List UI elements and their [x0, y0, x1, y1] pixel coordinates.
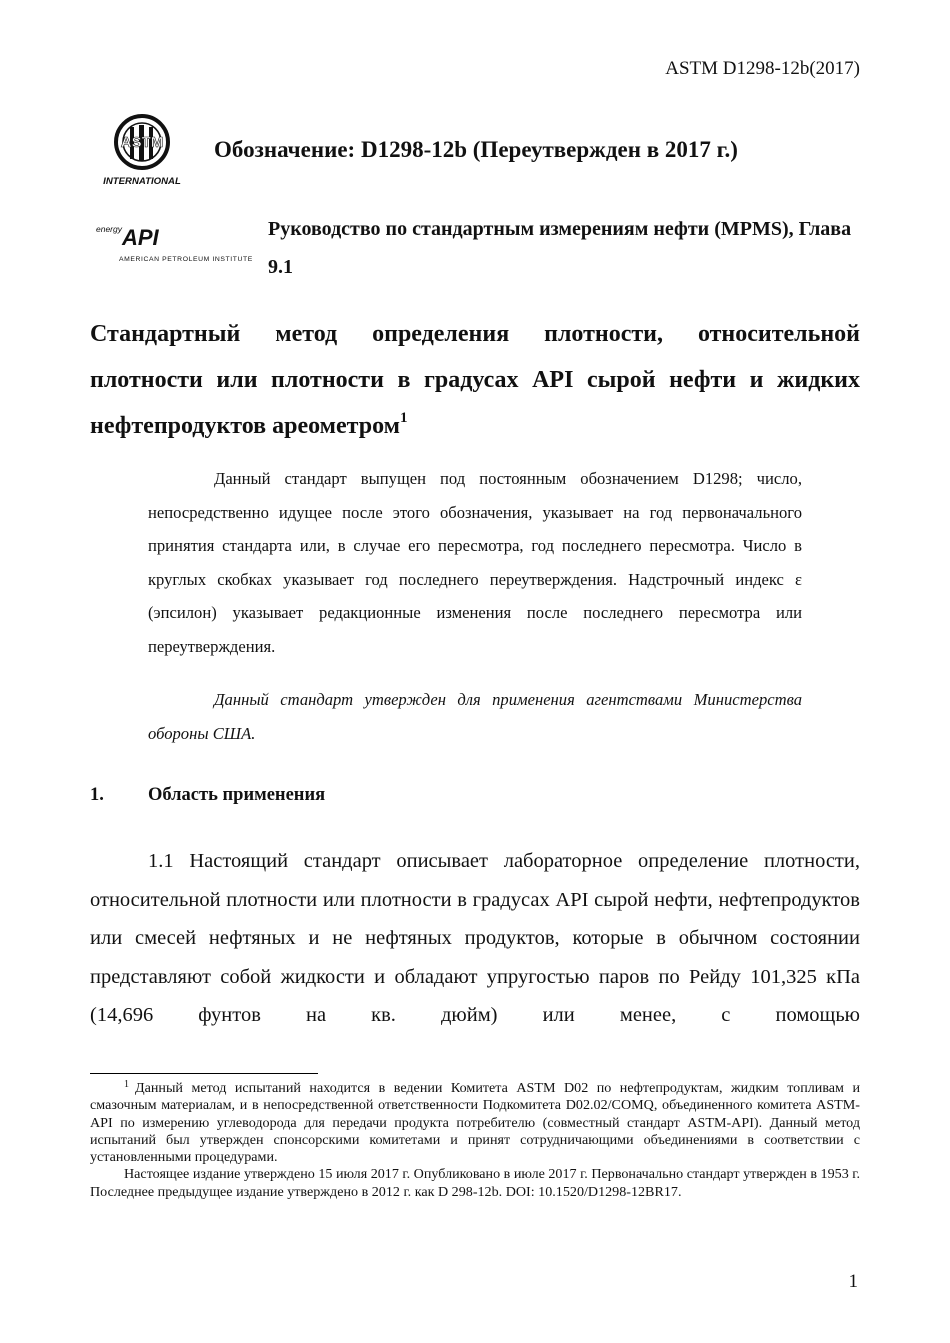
- scope-text: 1.1 Настоящий стандарт описывает лабораторное определение плотности, относительной плотности или плотности в градусах API сырой нефти, нефтепродуктов или смесей нефтяных и не нефтяных продуктов, которые в обычном состоянии представляют собой жидкости и обладают упругостью паров по Рейду 101,325 кПа (14,696 фунтов на кв. дюйм) или менее, с помощью: [90, 850, 860, 1026]
- dod-approval-note: Данный стандарт утвержден для применения агентствами Министерства обороны США.: [148, 690, 802, 743]
- api-logo: [92, 220, 260, 266]
- designation-notice: Данный стандарт выпущен под постоянным обозначением D1298; число, непосредственно идущее после этого обозначения, указывает на год первоначального принятия стандарта или, в случае его пересмотра, год последнего пересмотра. Число в круглых скобках указывает год последнего переутверждения. Надстрочный индекс ε (эпсилон) указывает редакционные изменения после последнего пересмотра или переутверждения.: [148, 469, 802, 656]
- astm-logo-text: ASTM: [120, 134, 164, 151]
- footnotes: [90, 1080, 860, 1201]
- footnote-divider: [90, 1073, 318, 1074]
- section-number: 1.: [90, 785, 104, 805]
- title-footnote-ref[interactable]: 1: [399, 410, 408, 426]
- designation-heading: Обозначение: D1298-12b (Переутвержден в 2017 г.): [214, 137, 738, 162]
- footnote-1-mark: 1: [124, 1079, 129, 1090]
- api-logo-text: API: [122, 225, 159, 250]
- document-title: [90, 311, 860, 449]
- mpms-reference: Руководство по стандартным измерениям нефти (MPMS), Глава 9.1: [268, 218, 852, 278]
- title-text: Стандартный метод определения плотности, относительной плотности или плотности в градусах API сырой нефти и жидких нефтепродуктов ареометром: [90, 321, 860, 439]
- running-header: ASTM D1298-12b(2017): [665, 58, 860, 79]
- section-title: Область применения: [148, 785, 326, 805]
- astm-logo-subtext: INTERNATIONAL: [103, 176, 181, 187]
- page-number: 1: [848, 1271, 858, 1292]
- edition-note: Настоящее издание утверждено 15 июля 2017 г. Опубликовано в июле 2017 г. Первоначально стандарт утвержден в 1953 г. Последнее предыдущее издание утверждено в 2012 г. как D 298-12b. DOI: 10.1520/D1298-12BR17.: [90, 1166, 860, 1200]
- astm-international-logo: [100, 112, 184, 188]
- section-heading-scope: [90, 785, 325, 806]
- api-logo-subtext: AMERICAN PETROLEUM INSTITUTE: [119, 256, 253, 263]
- footnote-1: [90, 1080, 860, 1166]
- scope-paragraph-1-1: [90, 842, 860, 1035]
- api-logo-prefix: energy: [96, 224, 122, 234]
- footnote-1-text: Данный метод испытаний находится в ведении Комитета ASTM D02 по нефтепродуктам, жидким топливам и смазочным материалам, и в непосредственной ответственности Подкомитета D02.02/COMQ, объединенного комитета ASTM-API по измерению углеводорода для передачи продукта потребителю (совместный стандарт ASTM-API). Данный метод испытаний был утвержден спонсорскими комитетами и принят сотрудничающими объединениями в соответствии с установленными процедурами.: [90, 1080, 860, 1166]
